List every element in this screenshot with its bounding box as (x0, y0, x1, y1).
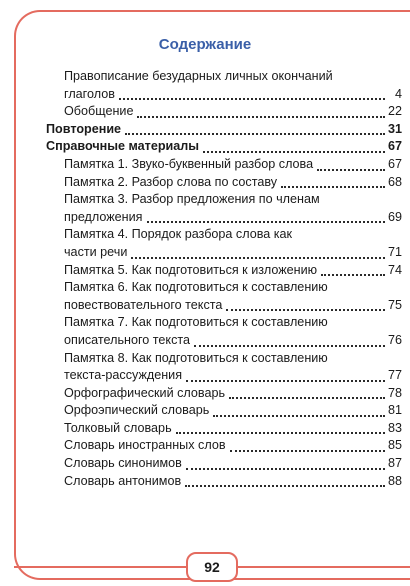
toc-page-number: 83 (387, 420, 402, 435)
toc-page-number: 88 (387, 473, 402, 488)
toc-entry-label: Словарь антонимов (64, 473, 182, 488)
toc-entry-row (46, 226, 402, 244)
toc-leader-dots (230, 450, 385, 452)
toc-section-row (46, 138, 402, 156)
toc-entry-row (46, 367, 402, 385)
toc-leader-dots (281, 186, 385, 188)
toc-entry-label: Памятка 1. Звуко-буквенный разбор слова (64, 156, 314, 171)
toc-leader-dots (317, 169, 385, 171)
toc-page-number: 67 (387, 139, 402, 154)
toc-entry-label: Обобщение (64, 104, 134, 119)
toc-entry-label: повествовательного текста (64, 297, 223, 312)
toc-entry-label: Памятка 5. Как подготовиться к изложению (64, 262, 318, 277)
toc-leader-dots (229, 397, 385, 399)
toc-page-number: 69 (387, 209, 402, 224)
toc-entry-row (46, 385, 402, 403)
toc-page-number: 22 (387, 104, 402, 119)
toc-entry-label: описательного текста (64, 332, 190, 347)
toc-section-row (46, 121, 402, 139)
toc-leader-dots (147, 221, 385, 223)
toc-entry-label: Памятка 7. Как подготовиться к составлению (64, 315, 328, 330)
toc-leader-dots (131, 257, 385, 259)
toc-page-number: 4 (394, 86, 402, 101)
toc-page-number: 81 (387, 403, 402, 418)
toc-entry-row (46, 68, 402, 86)
toc-entry-label: Справочные материалы (46, 139, 200, 154)
toc-entry-row (46, 402, 402, 420)
toc-leader-dots (176, 432, 385, 434)
toc-entry-label: Орфоэпический словарь (64, 403, 210, 418)
toc-entry-row (46, 297, 402, 315)
toc-leader-dots (137, 116, 385, 118)
toc-entry-label: текста-рассуждения (64, 368, 183, 383)
toc-entry-row (46, 244, 402, 262)
toc-entry-row (46, 262, 402, 280)
toc-leader-dots (194, 345, 385, 347)
toc-entry-row (46, 191, 402, 209)
toc-leader-dots (186, 380, 385, 382)
toc-entry-row (46, 174, 402, 192)
toc-page-number: 31 (387, 121, 402, 136)
toc-leader-dots (226, 309, 385, 311)
toc-entry-row (46, 420, 402, 438)
toc-entry-row (46, 156, 402, 174)
toc-entry-row (46, 103, 402, 121)
toc-entry-row (46, 279, 402, 297)
toc-entry-row (46, 209, 402, 227)
toc-page-number: 87 (387, 456, 402, 471)
toc-leader-dots (119, 98, 385, 100)
toc-leader-dots (203, 151, 385, 153)
toc-leader-dots (213, 415, 385, 417)
toc-entry-row (46, 86, 402, 104)
toc-leader-dots (321, 274, 385, 276)
toc-leader-dots (185, 485, 385, 487)
toc-entry-label: Памятка 8. Как подготовиться к составлению (64, 350, 328, 365)
toc-entry-label: предложения (64, 209, 143, 224)
toc-leader-dots (125, 133, 385, 135)
toc-page-number: 75 (387, 297, 402, 312)
toc-entry-row (46, 455, 402, 473)
toc-entry-label: Памятка 2. Разбор слова по составу (64, 174, 278, 189)
toc-entry-row (46, 350, 402, 368)
toc-entry-label: Правописание безударных личных окончаний (64, 69, 333, 83)
page-title: Содержание (158, 36, 252, 53)
toc-entry-label: Повторение (46, 121, 122, 136)
toc-page-number: 74 (387, 262, 402, 277)
toc-page-number: 76 (387, 332, 402, 347)
page-number: 92 (186, 552, 238, 582)
table-of-contents (46, 68, 402, 490)
toc-entry-label: Толковый словарь (64, 420, 172, 435)
toc-entry-label: Памятка 3. Разбор предложения по членам (64, 192, 320, 207)
toc-entry-label: Памятка 4. Порядок разбора слова как (64, 227, 293, 242)
toc-entry-label: Словарь иностранных слов (64, 438, 226, 453)
toc-entry-row (46, 473, 402, 491)
toc-entry-label: Орфографический словарь (64, 385, 226, 400)
toc-entry-row (46, 314, 402, 332)
toc-entry-label: Памятка 6. Как подготовиться к составлению (64, 280, 328, 295)
toc-page-number: 85 (387, 438, 402, 453)
toc-entry-label: глаголов (64, 86, 115, 101)
toc-leader-dots (186, 468, 385, 470)
toc-page-number: 68 (387, 174, 402, 189)
toc-entry-label: части речи (64, 244, 128, 259)
toc-page-number: 78 (387, 385, 402, 400)
toc-entry-row (46, 437, 402, 455)
toc-page-number: 67 (387, 156, 402, 171)
toc-page-number: 77 (387, 368, 402, 383)
toc-entry-row (46, 332, 402, 350)
toc-page-number: 71 (387, 244, 402, 259)
toc-entry-label: Словарь синонимов (64, 456, 182, 471)
